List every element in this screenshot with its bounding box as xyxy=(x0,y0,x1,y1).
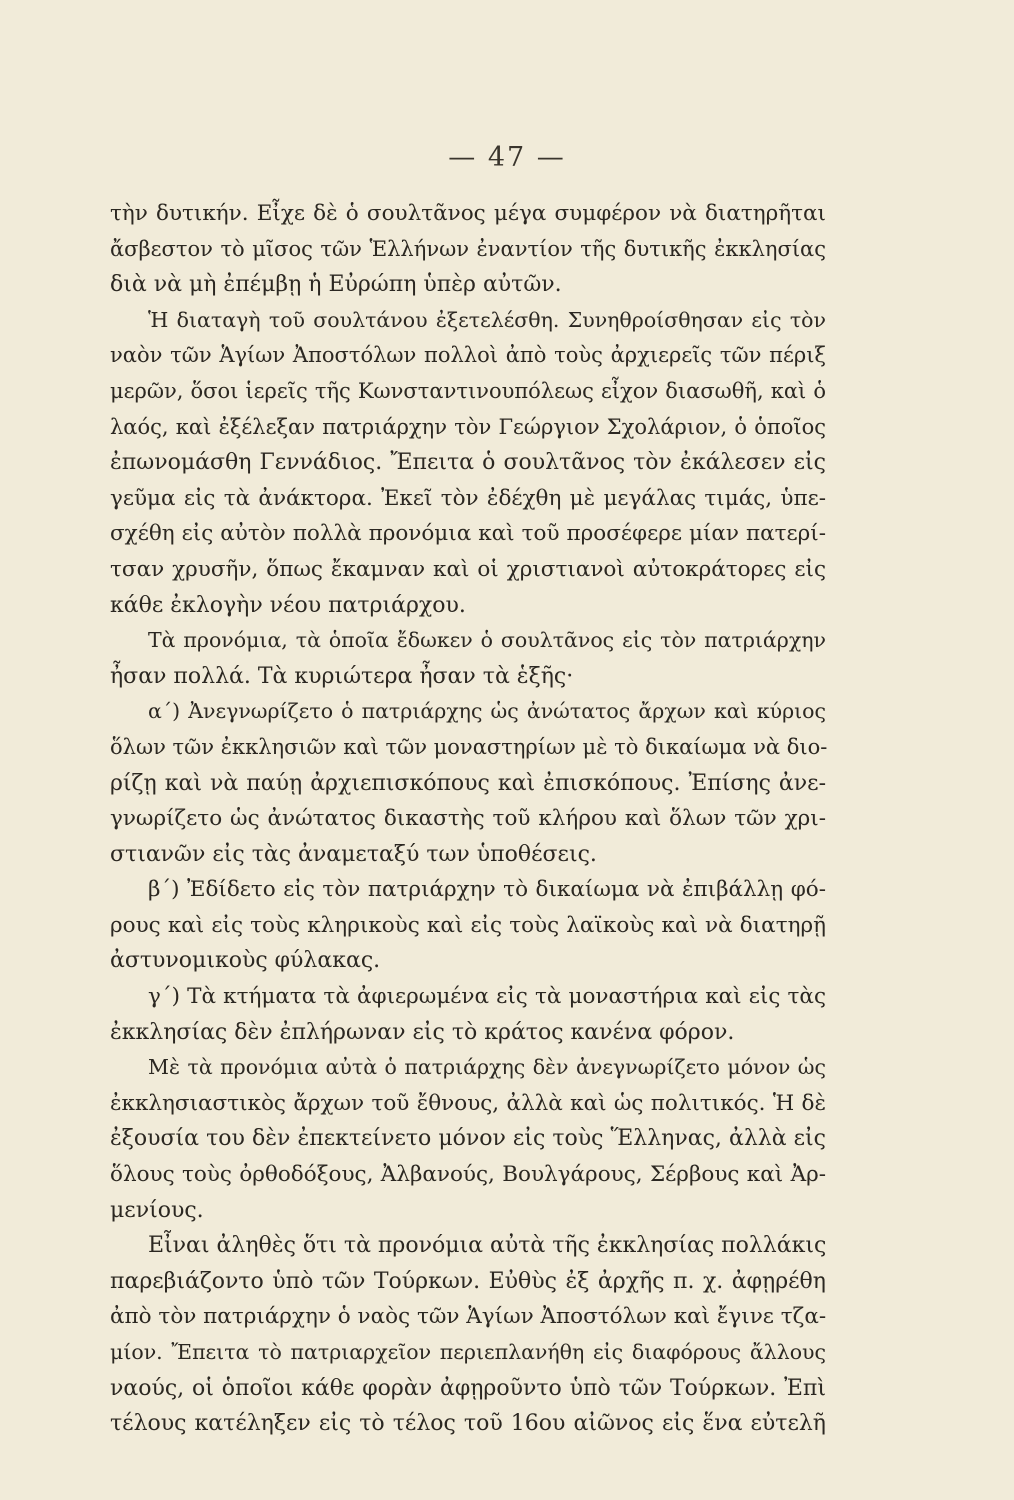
text-line: ἀπὸ τὸν πατριάρχην ὁ ναὸς τῶν Ἁγίων Ἀποστόλων καὶ ἔγινε τζα- xyxy=(110,1304,827,1330)
text-line: στιανῶν εἰς τὰς ἀναμεταξύ των ὑποθέσεις. xyxy=(110,841,597,867)
text-line: ἦσαν πολλά. Τὰ κυριώτερα ἦσαν τὰ ἑξῆς· xyxy=(110,663,574,689)
text-line: ὅλους τοὺς ὀρθοδόξους, Ἀλβανούς, Βουλγάρους, Σέρβους καὶ Ἀρ- xyxy=(110,1162,826,1188)
text-line: λαός, καὶ ἐξέλεξαν πατριάρχην τὸν Γεώργιον Σχολάριον, ὁ ὁποῖος xyxy=(110,414,826,439)
text-line: σχέθη εἰς αὐτὸν πολλὰ προνόμια καὶ τοῦ προσέφερε μίαν πατερί- xyxy=(110,521,826,547)
text-line: Ἡ διαταγὴ τοῦ σουλτάνου ἐξετελέσθη. Συνηθροίσθησαν εἰς τὸν xyxy=(148,307,826,332)
text-line: κάθε ἐκλογὴν νέου πατριάρχου. xyxy=(110,592,466,618)
text-line: ναούς, οἱ ὁποῖοι κάθε φορὰν ἀφῃροῦντο ὑπὸ τῶν Τούρκων. Ἐπὶ xyxy=(110,1375,826,1401)
text-line: Εἶναι ἀληθὲς ὅτι τὰ προνόμια αὐτὰ τῆς ἐκκλησίας πολλάκις xyxy=(148,1233,827,1259)
text-line: τέλους κατέληξεν εἰς τὸ τέλος τοῦ 16ου αἰῶνος εἰς ἕνα εὐτελῆ xyxy=(110,1411,826,1437)
text-line: γεῦμα εἰς τὰ ἀνάκτορα. Ἐκεῖ τὸν ἐδέχθη μὲ μεγάλας τιμάς, ὑπε- xyxy=(110,485,826,511)
text-line: ὅλων τῶν ἐκκλησιῶν καὶ τῶν μοναστηρίων μὲ τὸ δικαίωμα νὰ διο- xyxy=(110,734,828,759)
text-line: διὰ νὰ μὴ ἐπέμβῃ ἡ Εὐρώπη ὑπὲρ αὐτῶν. xyxy=(110,272,562,298)
page-number: — 47 — xyxy=(448,142,566,173)
body-text xyxy=(110,196,826,1442)
text-line: μερῶν, ὅσοι ἱερεῖς τῆς Κωνσταντινουπόλεως εἶχον διασωθῆ, καὶ ὁ xyxy=(110,378,826,403)
text-line: Τὰ προνόμια, τὰ ὁποῖα ἔδωκεν ὁ σουλτᾶνος εἰς τὸν πατριάρχην xyxy=(148,628,826,653)
text-line: τσαν χρυσῆν, ὅπως ἔκαμναν καὶ οἱ χριστιανοὶ αὐτοκράτορες εἰς xyxy=(110,556,826,582)
text-line: ἄσβεστον τὸ μῖσος τῶν Ἑλλήνων ἐναντίον τῆς δυτικῆς ἐκκλησίας xyxy=(110,236,826,261)
text-line: Μὲ τὰ προνόμια αὐτὰ ὁ πατριάρχης δὲν ἀνεγνωρίζετο μόνον ὡς xyxy=(148,1055,826,1080)
text-line: ἐκκλησίας δὲν ἐπλήρωναν εἰς τὸ κράτος κανένα φόρον. xyxy=(110,1019,735,1045)
text-line: ἐξουσία του δὲν ἐπεκτείνετο μόνον εἰς τοὺς Ἕλληνας, ἀλλὰ εἰς xyxy=(110,1126,826,1152)
text-line: β΄) Ἐδίδετο εἰς τὸν πατριάρχην τὸ δικαίωμα νὰ ἐπιβάλλῃ φό- xyxy=(148,877,826,903)
text-line: μίον. Ἔπειτα τὸ πατριαρχεῖον περιεπλανήθη εἰς διαφόρους ἄλλους xyxy=(110,1340,826,1364)
text-line: ναὸν τῶν Ἁγίων Ἀποστόλων πολλοὶ ἀπὸ τοὺς ἀρχιερεῖς τῶν πέριξ xyxy=(110,343,826,368)
text-line: τὴν δυτικήν. Εἶχε δὲ ὁ σουλτᾶνος μέγα συμφέρον νὰ διατηρῆται xyxy=(110,201,826,226)
text-line: ρους καὶ εἰς τοὺς κληρικοὺς καὶ εἰς τοὺς λαϊκοὺς καὶ νὰ διατηρῇ xyxy=(110,912,826,938)
text-line: ἐκκλησιαστικὸς ἄρχων τοῦ ἔθνους, ἀλλὰ καὶ ὡς πολιτικός. Ἡ δὲ xyxy=(110,1090,826,1116)
text-line: γ΄) Τὰ κτήματα τὰ ἀφιερωμένα εἰς τὰ μοναστήρια καὶ εἰς τὰς xyxy=(148,984,826,1010)
text-line: παρεβιάζοντο ὑπὸ τῶν Τούρκων. Εὐθὺς ἐξ ἀρχῆς π. χ. ἀφῃρέθη xyxy=(110,1268,826,1294)
text-line: ρίζῃ καὶ νὰ παύῃ ἀρχιεπισκόπους καὶ ἐπισκόπους. Ἐπίσης ἀνε- xyxy=(110,770,826,796)
text-line: γνωρίζετο ὡς ἀνώτατος δικαστὴς τοῦ κλήρου καὶ ὅλων τῶν χρι- xyxy=(110,806,826,832)
text-line: μενίους. xyxy=(110,1197,204,1223)
text-line: ἀστυνομικοὺς φύλακας. xyxy=(110,948,381,974)
text-line: ἐπωνομάσθη Γεννάδιος. Ἔπειτα ὁ σουλτᾶνος τὸν ἐκάλεσεν εἰς xyxy=(110,450,826,476)
text-line: α΄) Ἀνεγνωρίζετο ὁ πατριάρχης ὡς ἀνώτατος ἄρχων καὶ κύριος xyxy=(148,699,826,724)
